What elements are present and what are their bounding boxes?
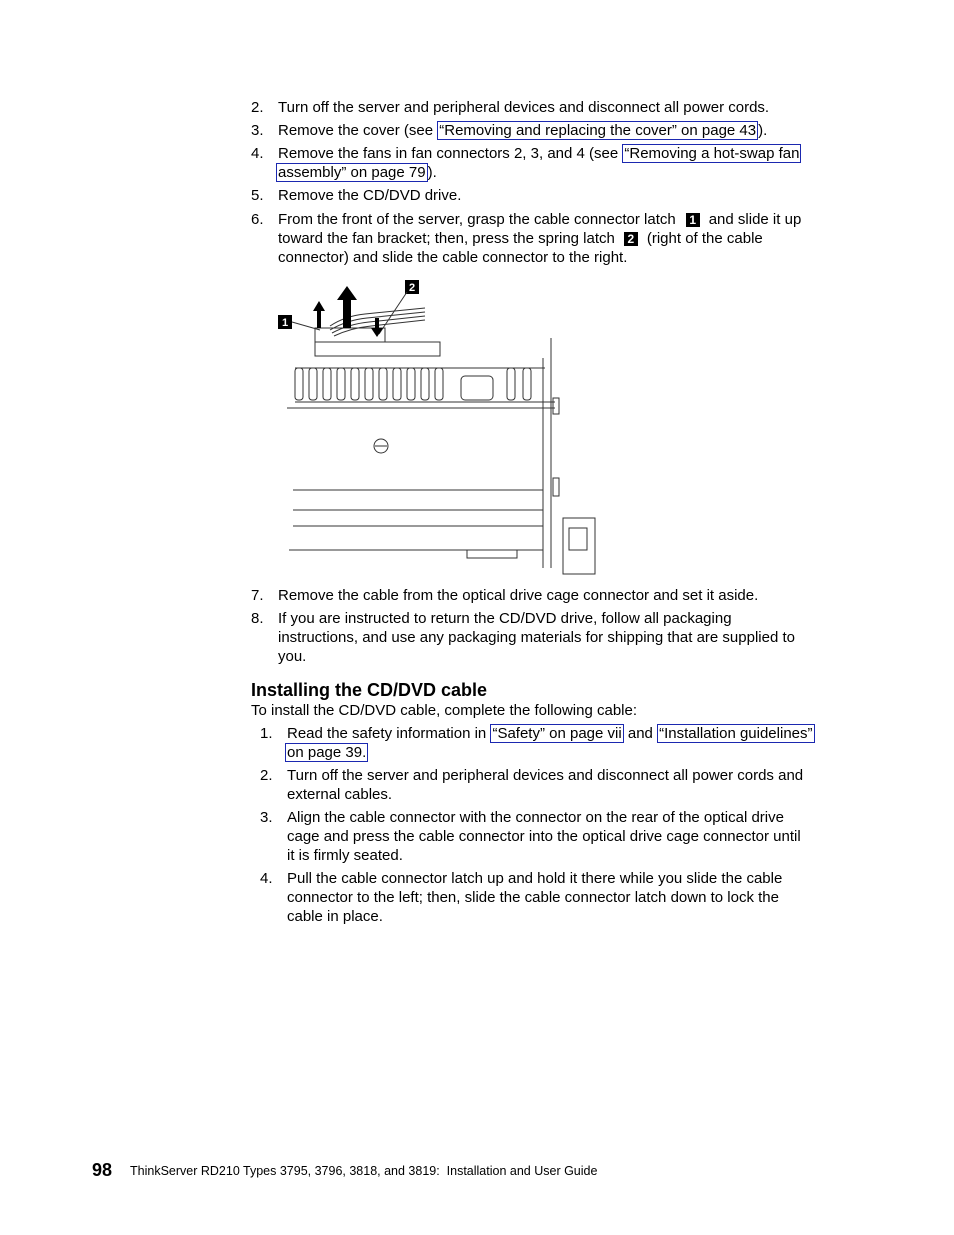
step-text-line3: it is firmly seated. <box>287 847 403 864</box>
connector-port <box>461 376 493 400</box>
footer-title: ThinkServer RD210 Types 3795, 3796, 3818, and 3819: Installation and User Guide <box>130 1164 598 1178</box>
step-3 <box>251 121 851 141</box>
step-text-line1 <box>287 724 815 743</box>
step-text: and slide it up <box>708 211 802 228</box>
release-tab <box>553 478 559 496</box>
step-text <box>278 121 767 140</box>
step-number: 4. <box>251 145 264 162</box>
step-number: 7. <box>251 587 264 604</box>
callout-2: 2 <box>624 232 638 246</box>
step-text-pre: Read the safety information in <box>287 725 491 742</box>
step-text-line1 <box>278 210 801 229</box>
step-text: From the front of the server, grasp the cable connector latch <box>278 211 676 228</box>
step-number: 1. <box>260 725 273 742</box>
link-removing-cover[interactable]: “Removing and replacing the cover” on page 43 <box>439 122 757 139</box>
step-text-line1: Align the cable connector with the connector on the rear of the optical drive <box>287 809 784 826</box>
fan-bracket-top <box>315 342 440 356</box>
release-tab <box>553 398 559 414</box>
install-step-2 <box>260 766 850 806</box>
step-number: 3. <box>251 122 264 139</box>
step-text-mid: and <box>623 725 658 742</box>
step-number: 5. <box>251 187 264 204</box>
section-intro: To install the CD/DVD cable, complete the following cable: <box>251 702 638 719</box>
step-4 <box>251 144 851 184</box>
step-number: 2. <box>251 99 264 116</box>
step-number: 3. <box>260 809 273 826</box>
step-text-pre: Remove the cover (see <box>278 122 438 139</box>
link-installation-guidelines-cont[interactable]: on page 39. <box>287 744 367 761</box>
step-text-line3: connector) and slide the cable connector to the right. <box>278 249 628 266</box>
step-text-line1: If you are instructed to return the CD/DVD drive, follow all packaging <box>278 610 732 627</box>
step-text-line3: you. <box>278 648 307 665</box>
install-step-4 <box>260 869 850 929</box>
step-text-line2 <box>285 743 368 762</box>
link-installation-guidelines[interactable]: “Installation guidelines” <box>659 725 813 742</box>
figure-callout-1: 1 <box>281 317 289 329</box>
install-step-3 <box>260 808 850 868</box>
step-text: (right of the cable <box>646 230 763 247</box>
arrow-up-small-icon <box>313 301 325 328</box>
step-number: 8. <box>251 610 264 627</box>
step-text: Remove the CD/DVD drive. <box>278 187 462 204</box>
step-text-line2 <box>278 229 763 248</box>
arrow-up-large-icon <box>337 286 357 328</box>
page-number: 98 <box>92 1160 113 1180</box>
step-text: Turn off the server and peripheral devices and disconnect all power cords. <box>278 99 770 116</box>
step-text: toward the fan bracket; then, press the spring latch <box>278 230 615 247</box>
step-text-post: ). <box>758 122 768 139</box>
step-text: Remove the cable from the optical drive cage connector and set it aside. <box>278 587 759 604</box>
step-number: 6. <box>251 211 264 228</box>
step-text-line2: cage and press the cable connector into the optical drive cage connector until <box>287 828 801 845</box>
step-text-line1 <box>278 144 801 163</box>
callout-1: 1 <box>686 213 700 227</box>
link-removing-fan[interactable]: “Removing a hot-swap fan <box>624 145 800 162</box>
step-8 <box>251 609 851 669</box>
cable-connector-figure <box>275 278 605 578</box>
link-safety[interactable]: “Safety” on page vii <box>492 725 622 742</box>
step-text-line2 <box>276 163 437 182</box>
step-text-line1: Pull the cable connector latch up and hold it there while you slide the cable <box>287 870 783 887</box>
drive-latch <box>563 518 595 574</box>
step-number: 2. <box>260 767 273 784</box>
figure-callout-2: 2 <box>408 282 416 294</box>
step-5 <box>251 186 851 206</box>
bottom-connector <box>467 550 517 558</box>
step-text-pre: Remove the fans in fan connectors 2, 3, and 4 (see <box>278 145 623 162</box>
step-text-line1: Turn off the server and peripheral devices and disconnect all power cords and <box>287 767 804 784</box>
step-text-line3: cable in place. <box>287 908 383 925</box>
step-text-line2: connector to the left; then, slide the cable connector latch down to lock the <box>287 889 779 906</box>
step-2 <box>251 98 851 118</box>
step-text-post: ). <box>427 164 437 181</box>
step-text-line2: instructions, and use any packaging materials for shipping that are supplied to <box>278 629 795 646</box>
step-6 <box>251 210 851 270</box>
step-number: 4. <box>260 870 273 887</box>
step-7 <box>251 586 851 606</box>
step-text-line2: external cables. <box>287 786 393 803</box>
leader-line-1 <box>292 322 320 330</box>
install-step-1 <box>260 724 850 764</box>
link-removing-fan-cont[interactable]: assembly” on page 79 <box>278 164 426 181</box>
drive-latch-inner <box>569 528 587 550</box>
section-title: Installing the CD/DVD cable <box>251 680 488 700</box>
